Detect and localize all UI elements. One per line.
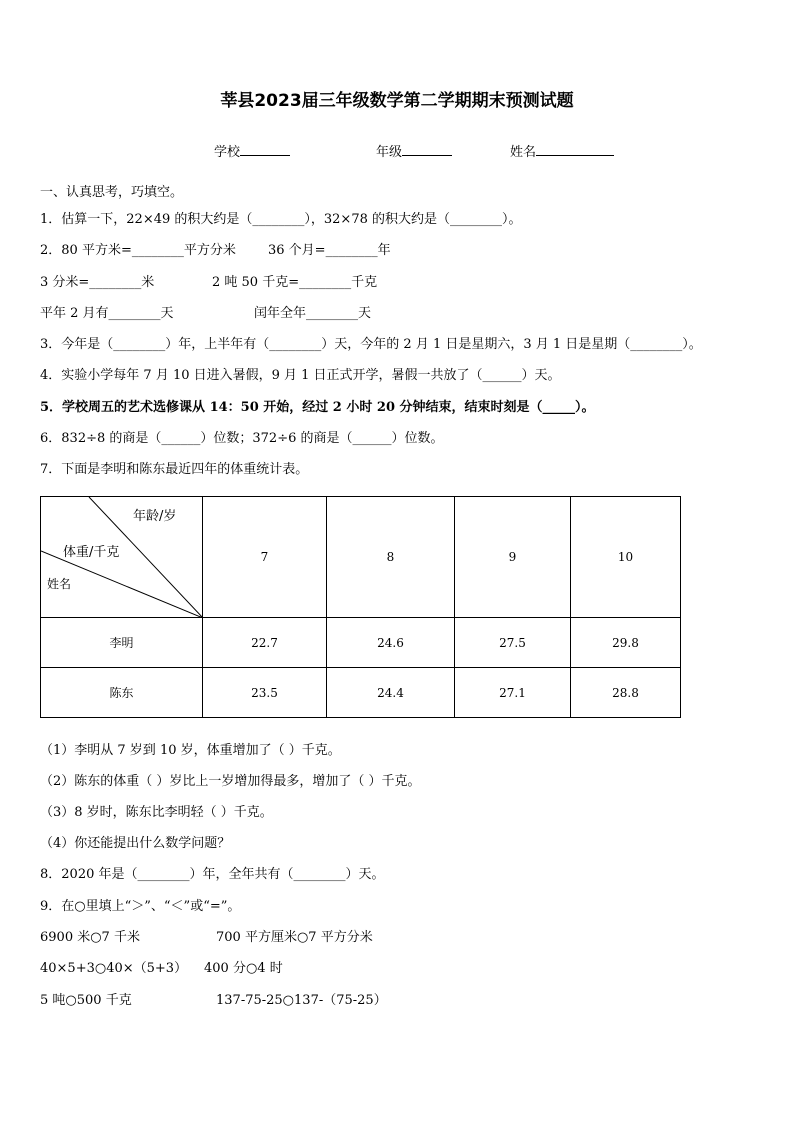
grade-field: [376, 141, 452, 160]
question-2c: 3 分米=________米: [40, 275, 155, 290]
question-2e: 平年 2 月有________天: [40, 306, 174, 321]
name-label: 姓名: [510, 145, 537, 160]
grade-label: 年级: [376, 145, 403, 160]
value-cell: 24.6: [327, 618, 455, 668]
table-diagonal-header: [41, 497, 203, 618]
question-5: 5．学校周五的艺术选修课从 14：50 开始，经过 2 小时 20 分钟结束，结束时刻是（_____）。: [40, 400, 595, 415]
age-cell: 7: [203, 497, 327, 618]
value-cell: 29.8: [571, 618, 681, 668]
question-4: 4．实验小学每年 7 月 10 日进入暑假，9 月 1 日正式开学，暑假一共放了（______）天。: [40, 368, 561, 383]
header-weight-label: 体重/千克: [63, 545, 120, 560]
question-3: 3．今年是（________）年，上半年有（________）天，今年的 2 月 1 日是星期六，3 月 1 日是星期（________）。: [40, 337, 702, 352]
question-7-1: （1）李明从 7 岁到 10 岁，体重增加了（ ）千克。: [40, 743, 341, 758]
header-age-label: 年龄/岁: [133, 509, 177, 524]
question-8: 8．2020 年是（________）年，全年共有（________）天。: [40, 867, 385, 882]
value-cell: 24.4: [327, 668, 455, 718]
table-row: [41, 618, 681, 668]
question-6: 6．832÷8 的商是（______）位数；372÷6 的商是（______）位数。: [40, 431, 444, 446]
value-cell: 23.5: [203, 668, 327, 718]
section-heading: 一、认真思考，巧填空。: [40, 185, 184, 200]
question-2f: 闰年全年________天: [254, 306, 372, 321]
question-7-2: （2）陈东的体重（ ）岁比上一岁增加得最多，增加了（ ）千克。: [40, 774, 421, 789]
question-2d: 2 吨 50 千克=________千克: [212, 275, 378, 290]
header-name-label: 姓名: [47, 577, 72, 591]
question-7-3: （3）8 岁时，陈东比李明轻（ ）千克。: [40, 805, 273, 820]
school-field: [214, 141, 290, 160]
question-9: 9．在○里填上“＞”、“＜”或“=”。: [40, 899, 241, 914]
value-cell: 22.7: [203, 618, 327, 668]
school-label: 学校: [214, 145, 241, 160]
question-1: 1．估算一下，22×49 的积大约是（________），32×78 的积大约是（________）。: [40, 212, 522, 227]
name-blank: [536, 142, 614, 156]
question-9d: 400 分○4 时: [204, 961, 283, 976]
question-9c: 40×5+3○40×（5+3）: [40, 961, 188, 976]
school-blank: [240, 142, 290, 156]
row-name: 李明: [41, 618, 203, 668]
question-9a: 6900 米○7 千米: [40, 930, 140, 945]
question-7: 7．下面是李明和陈东最近四年的体重统计表。: [40, 462, 309, 477]
row-name: 陈东: [41, 668, 203, 718]
grade-blank: [402, 142, 452, 156]
value-cell: 27.1: [455, 668, 571, 718]
question-9f: 137-75-25○137-（75-25）: [216, 993, 387, 1008]
age-cell: 10: [571, 497, 681, 618]
question-9b: 700 平方厘米○7 平方分米: [216, 930, 373, 945]
value-cell: 27.5: [455, 618, 571, 668]
question-2b: 36 个月=________年: [268, 243, 391, 258]
table-row: [41, 668, 681, 718]
question-2a: 2．80 平方米=________平方分米: [40, 243, 236, 258]
value-cell: 28.8: [571, 668, 681, 718]
age-cell: 8: [327, 497, 455, 618]
age-cell: 9: [455, 497, 571, 618]
page-title: 莘县2023届三年级数学第二学期期末预测试题: [220, 91, 574, 111]
question-9e: 5 吨○500 千克: [40, 993, 132, 1008]
weight-table: [40, 496, 681, 718]
question-7-4: （4）你还能提出什么数学问题？: [40, 836, 231, 851]
name-field: [510, 141, 614, 160]
